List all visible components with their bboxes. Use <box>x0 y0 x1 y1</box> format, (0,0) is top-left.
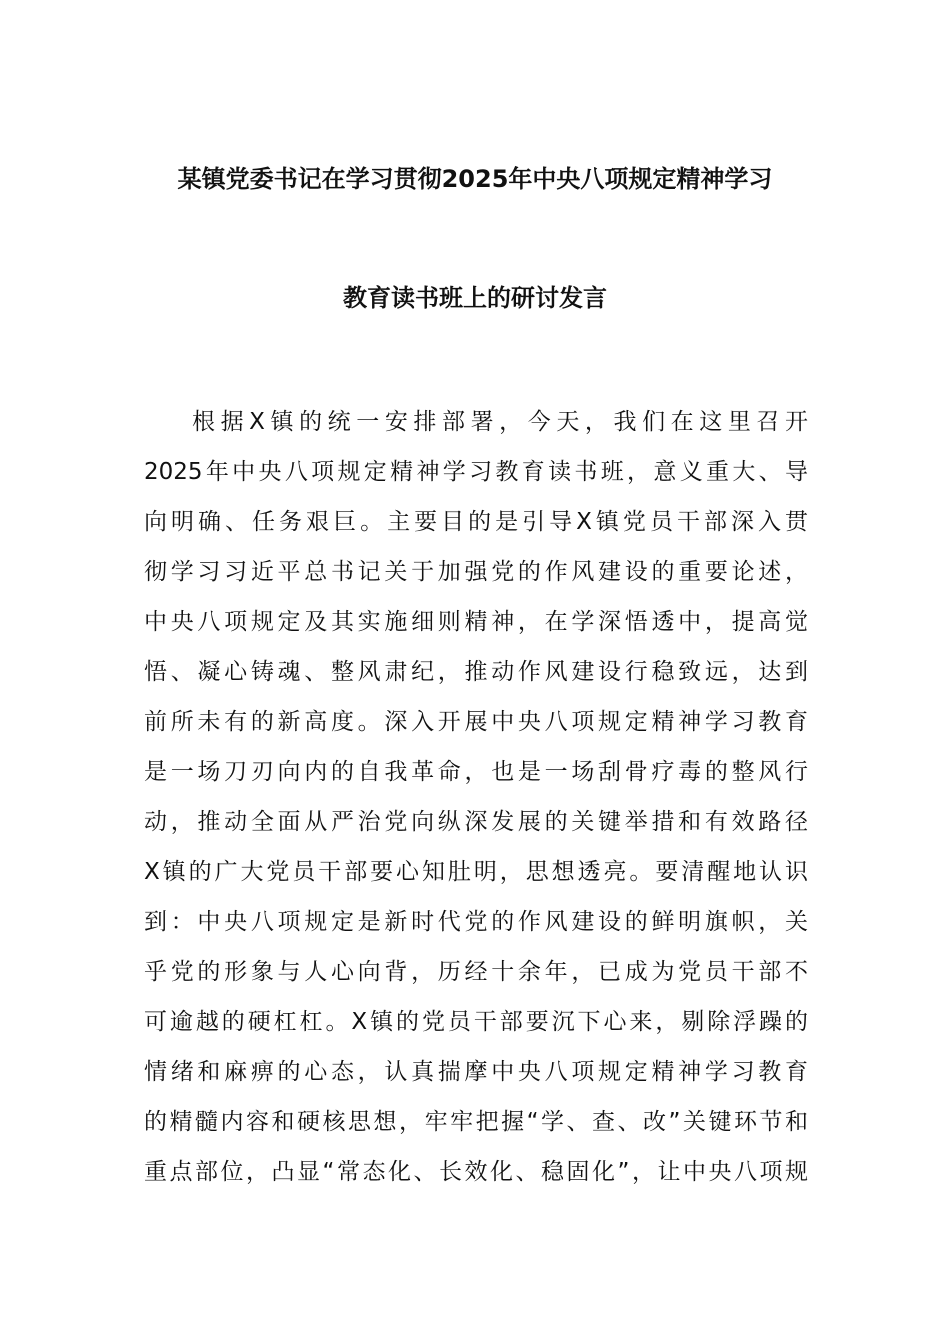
document-body <box>144 404 808 1204</box>
document-title-line-2: 教育读书班上的研讨发言 <box>343 284 607 312</box>
body-line: X镇的广大党员干部要心知肚明，思想透亮。要清醒地认识 <box>144 859 808 885</box>
body-line: 悟、凝心铸魂、整风肃纪，推动作风建设行稳致远，达到 <box>144 659 808 685</box>
body-line: 中央八项规定及其实施细则精神，在学深悟透中，提高觉 <box>144 609 808 635</box>
body-line: 动，推动全面从严治党向纵深发展的关键举措和有效路径 <box>144 809 808 835</box>
body-line: 2025年中央八项规定精神学习教育读书班，意义重大、导 <box>144 459 808 485</box>
body-line: 彻学习习近平总书记关于加强党的作风建设的重要论述， <box>144 559 808 585</box>
body-line: 情绪和麻痹的心态，认真揣摩中央八项规定精神学习教育 <box>144 1059 808 1085</box>
body-line: 重点部位，凸显“常态化、长效化、稳固化”，让中央八项规 <box>144 1159 808 1185</box>
body-line: 可逾越的硬杠杠。X镇的党员干部要沉下心来，剔除浮躁的 <box>144 1009 808 1035</box>
document-title-line-1: 某镇党委书记在学习贯彻2025年中央八项规定精神学习 <box>177 165 773 193</box>
body-line: 到：中央八项规定是新时代党的作风建设的鲜明旗帜，关 <box>144 909 808 935</box>
body-line: 前所未有的新高度。深入开展中央八项规定精神学习教育 <box>144 709 808 735</box>
body-line: 根据X镇的统一安排部署，今天，我们在这里召开 <box>192 409 808 435</box>
body-line: 是一场刀刃向内的自我革命，也是一场刮骨疗毒的整风行 <box>144 759 808 785</box>
body-line: 向明确、任务艰巨。主要目的是引导X镇党员干部深入贯 <box>144 509 808 535</box>
body-line: 乎党的形象与人心向背，历经十余年，已成为党员干部不 <box>144 959 808 985</box>
body-line: 的精髓内容和硬核思想，牢牢把握“学、查、改”关键环节和 <box>144 1109 808 1135</box>
